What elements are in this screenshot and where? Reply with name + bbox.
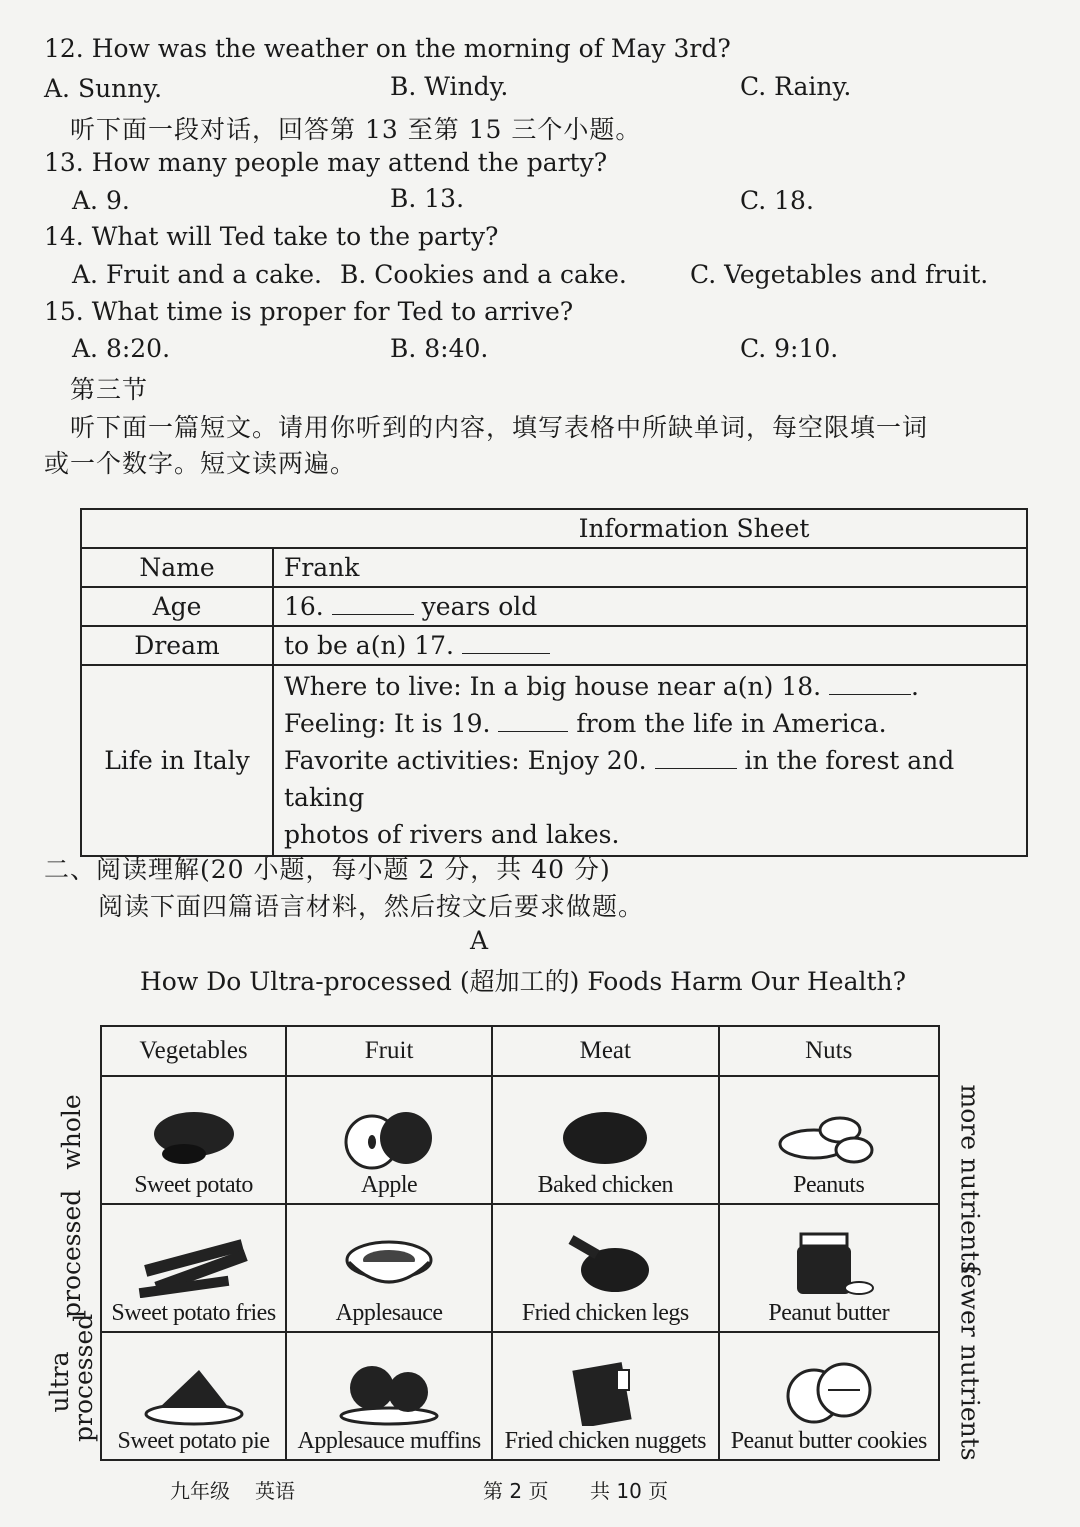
apple-icon <box>334 1104 444 1170</box>
row-label-ultra-processed <box>45 1313 98 1442</box>
life-in-italy-details <box>273 665 1027 856</box>
applesauce-label: Applesauce <box>335 1300 443 1326</box>
life-where-suffix: . <box>911 672 919 701</box>
cell-apple <box>286 1076 492 1204</box>
baked-chicken-icon <box>555 1104 655 1170</box>
peanut-butter-icon <box>779 1232 879 1298</box>
apple-label: Apple <box>361 1172 418 1198</box>
section3-instruction-line2: 或一个数字。短文读两遍。 <box>44 449 357 478</box>
life-activities <box>284 742 1016 816</box>
question-12-stem: 12. How was the weather on the morning of May 3rd? <box>44 34 731 63</box>
cell-fried-chicken-nuggets <box>492 1332 718 1460</box>
part2-heading: 二、阅读理解(20 小题，每小题 2 分，共 40 分) <box>44 855 611 884</box>
cell-peanut-butter <box>719 1204 940 1332</box>
life-feeling-suffix: from the life in America. <box>576 709 887 738</box>
peanut-butter-label: Peanut butter <box>768 1300 890 1326</box>
section3-instruction-line1: 听下面一篇短文。请用你听到的内容，填写表格中所缺单词，每空限填一词 <box>70 413 929 442</box>
question-14-option-b: B. Cookies and a cake. <box>340 260 627 289</box>
column-fruit: Fruit <box>286 1026 492 1076</box>
footer-grade: 九年级 <box>170 1479 230 1503</box>
cell-sweet-potato <box>101 1076 286 1204</box>
cell-applesauce-muffins <box>286 1332 492 1460</box>
blank-18[interactable] <box>829 676 911 695</box>
side-label-fewer-nutrients: fewer nutrients <box>955 1264 985 1461</box>
fried-chicken-nuggets-label: Fried chicken nuggets <box>504 1428 707 1454</box>
peanut-butter-cookies-icon <box>774 1360 884 1426</box>
blank-19[interactable] <box>498 713 568 732</box>
dream-row <box>273 626 1027 665</box>
question-14-option-a: A. Fruit and a cake. <box>72 260 322 289</box>
instruction-13-15: 听下面一段对话，回答第 13 至第 15 三个小题。 <box>70 115 642 144</box>
footer-page: 第 2 页 <box>483 1479 549 1503</box>
cell-peanut-butter-cookies <box>719 1332 940 1460</box>
cell-sweet-potato-pie <box>101 1332 286 1460</box>
question-15-option-b: B. 8:40. <box>390 334 489 363</box>
column-meat: Meat <box>492 1026 718 1076</box>
life-where-to-live <box>284 668 1016 705</box>
life-where-prefix: Where to live: In a big house near a(n) 18. <box>284 672 822 701</box>
question-14-option-c: C. Vegetables and fruit. <box>690 260 989 289</box>
row-ultra-processed <box>101 1332 939 1460</box>
cell-applesauce <box>286 1204 492 1332</box>
cell-peanuts <box>719 1076 940 1204</box>
baked-chicken-label: Baked chicken <box>537 1172 674 1198</box>
applesauce-muffins-label: Applesauce muffins <box>297 1428 481 1454</box>
life-in-italy-label: Life in Italy <box>81 665 273 856</box>
peanuts-icon <box>774 1104 884 1170</box>
blank-20[interactable] <box>655 750 737 769</box>
sweet-potato-fries-icon <box>134 1232 254 1298</box>
question-13-option-a: A. 9. <box>72 186 130 215</box>
age-label: Age <box>81 587 273 626</box>
peanuts-label: Peanuts <box>793 1172 865 1198</box>
question-14-stem: 14. What will Ted take to the party? <box>44 222 499 251</box>
row-label-processed: processed <box>57 1189 86 1318</box>
information-sheet-title: Information Sheet <box>81 509 1027 548</box>
life-activities-suffix: in the forest and taking <box>284 746 955 812</box>
sweet-potato-label: Sweet potato <box>134 1172 253 1198</box>
dream-prefix: to be a(n) 17. <box>284 631 455 660</box>
cell-fried-chicken-legs <box>492 1204 718 1332</box>
side-label-more-nutrients: more nutrients <box>955 1084 985 1274</box>
sweet-potato-pie-icon <box>139 1360 249 1426</box>
information-sheet-table <box>80 508 1028 857</box>
question-13-option-c: C. 18. <box>740 186 814 215</box>
applesauce-muffins-icon <box>334 1360 444 1426</box>
name-value: Frank <box>273 548 1027 587</box>
blank-17[interactable] <box>462 635 550 654</box>
question-12-option-b: B. Windy. <box>390 72 509 101</box>
food-processing-table <box>100 1025 940 1461</box>
row-label-ultra: ultra <box>45 1351 74 1413</box>
footer-subject: 英语 <box>255 1479 295 1503</box>
life-feeling-prefix: Feeling: It is 19. <box>284 709 491 738</box>
age-suffix: years old <box>421 592 538 621</box>
question-12-option-c: C. Rainy. <box>740 72 852 101</box>
applesauce-icon <box>339 1232 439 1298</box>
question-13-stem: 13. How many people may attend the party? <box>44 148 608 177</box>
row-label-ultra-processed-word: processed <box>69 1313 98 1442</box>
part2-instruction: 阅读下面四篇语言材料，然后按文后要求做题。 <box>98 892 645 921</box>
question-15-option-a: A. 8:20. <box>72 334 171 363</box>
age-row <box>273 587 1027 626</box>
passage-letter: A <box>470 926 489 955</box>
sweet-potato-fries-label: Sweet potato fries <box>111 1300 276 1326</box>
fried-chicken-legs-label: Fried chicken legs <box>521 1300 689 1326</box>
column-vegetables: Vegetables <box>101 1026 286 1076</box>
peanut-butter-cookies-label: Peanut butter cookies <box>730 1428 927 1454</box>
sweet-potato-icon <box>149 1104 239 1170</box>
life-activities-cont: photos of rivers and lakes. <box>284 820 620 849</box>
section3-title: 第三节 <box>70 375 149 404</box>
sweet-potato-pie-label: Sweet potato pie <box>117 1428 270 1454</box>
question-15-option-c: C. 9:10. <box>740 334 839 363</box>
row-processed <box>101 1204 939 1332</box>
life-activities-prefix: Favorite activities: Enjoy 20. <box>284 746 647 775</box>
passage-title: How Do Ultra-processed (超加工的) Foods Harm Our Health? <box>140 967 907 996</box>
fried-chicken-nuggets-icon <box>555 1360 655 1426</box>
column-nuts: Nuts <box>719 1026 940 1076</box>
row-label-whole: whole <box>57 1094 86 1170</box>
question-13-option-b: B. 13. <box>390 184 465 213</box>
question-12-option-a: A. Sunny. <box>44 74 163 103</box>
question-15-stem: 15. What time is proper for Ted to arrive? <box>44 297 574 326</box>
age-prefix: 16. <box>284 592 324 621</box>
name-label: Name <box>81 548 273 587</box>
row-whole <box>101 1076 939 1204</box>
life-feeling <box>284 705 1016 742</box>
blank-16[interactable] <box>332 596 414 615</box>
cell-sweet-potato-fries <box>101 1204 286 1332</box>
fried-chicken-legs-icon <box>555 1232 655 1298</box>
cell-baked-chicken <box>492 1076 718 1204</box>
footer-total-pages: 共 10 页 <box>590 1479 669 1503</box>
dream-label: Dream <box>81 626 273 665</box>
